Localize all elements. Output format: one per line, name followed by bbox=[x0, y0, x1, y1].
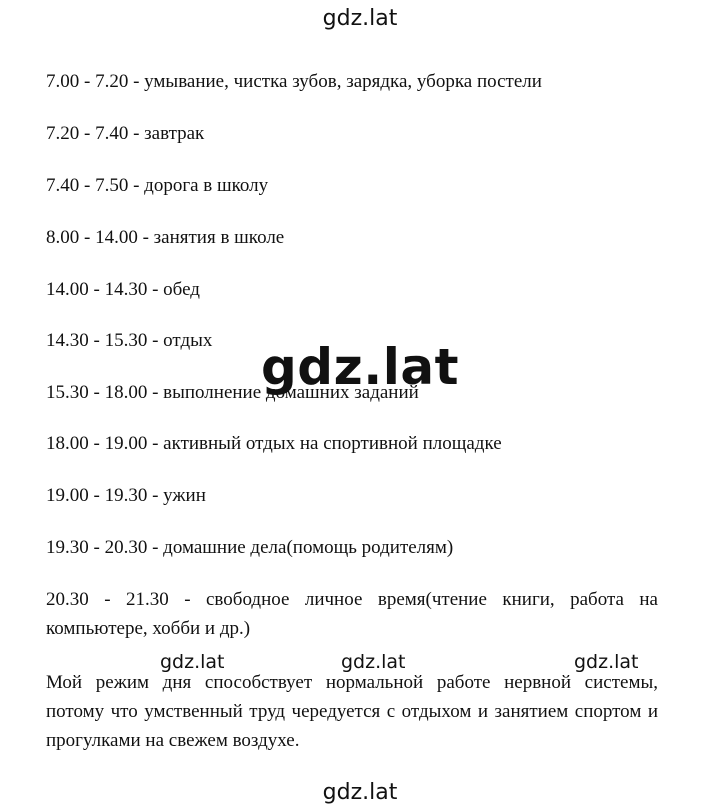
schedule-line: 7.20 - 7.40 - завтрак bbox=[46, 123, 205, 144]
free-time-paragraph: 20.30 - 21.30 - свободное личное время(чтение книги, работа на компьютере, хобби и др.) bbox=[46, 589, 658, 639]
conclusion-paragraph: Мой режим дня способствует нормальной работе нервной системы, потому что умственный труд чередуется с отдыхом и занятием спортом и прогулками на свежем воздухе. bbox=[46, 672, 658, 751]
watermark-row-right: gdz.lat bbox=[574, 651, 639, 673]
schedule-line: 19.30 - 20.30 - домашние дела(помощь родителям) bbox=[46, 537, 454, 558]
schedule-line: 7.00 - 7.20 - умывание, чистка зубов, зарядка, уборка постели bbox=[46, 71, 542, 92]
watermark-top: gdz.lat bbox=[322, 6, 398, 31]
schedule-line: 14.00 - 14.30 - обед bbox=[46, 279, 200, 300]
schedule-line: 14.30 - 15.30 - отдых bbox=[46, 330, 213, 351]
watermark-row-middle: gdz.lat bbox=[341, 651, 406, 673]
watermark-bottom: gdz.lat bbox=[322, 780, 398, 805]
schedule-line: 15.30 - 18.00 - выполнение домашних заданий bbox=[46, 382, 419, 403]
schedule-line: 18.00 - 19.00 - активный отдых на спортивной площадке bbox=[46, 433, 502, 454]
watermark-row-left: gdz.lat bbox=[160, 651, 225, 673]
schedule-line: 8.00 - 14.00 - занятия в школе bbox=[46, 227, 285, 248]
watermark-center: gdz.lat bbox=[261, 338, 459, 396]
schedule-line: 19.00 - 19.30 - ужин bbox=[46, 485, 206, 506]
schedule-line: 7.40 - 7.50 - дорога в школу bbox=[46, 175, 269, 196]
